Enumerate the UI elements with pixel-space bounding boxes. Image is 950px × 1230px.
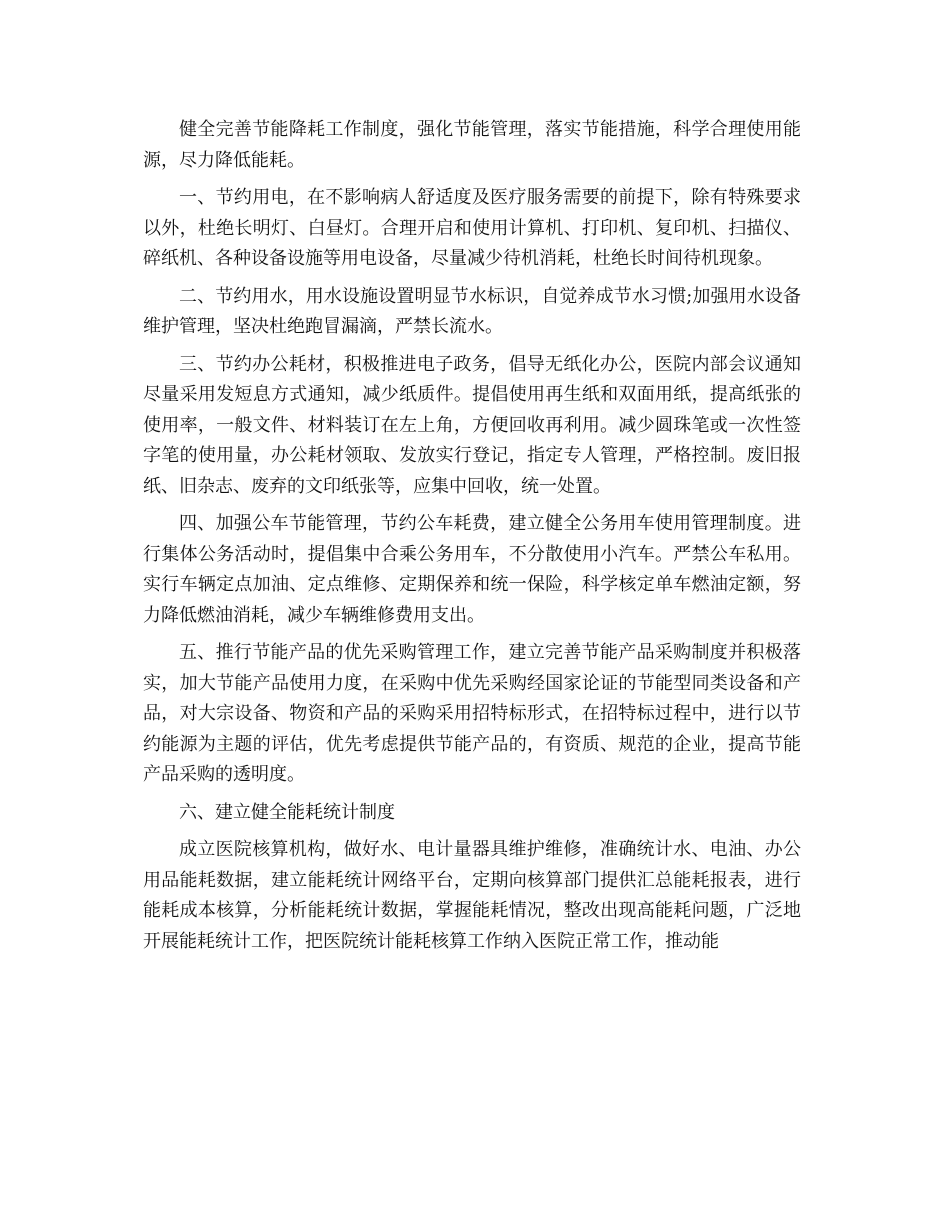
section-2-water: 二、节约用水，用水设施设置明显节水标识，自觉养成节水习惯;加强用水设备维护管理，坚决杜绝跑冒漏滴，严禁长流水。 xyxy=(143,285,801,337)
section-1-electricity: 一、节约用电，在不影响病人舒适度及医疗服务需要的前提下，除有特殊要求以外，杜绝长明灯、白昼灯。合理开启和使用计算机、打印机、复印机、扫描仪、碎纸机、各种设备设施等用电设备，尽量减少待机消耗，杜绝长时间待机现象。 xyxy=(143,187,801,269)
document-body xyxy=(143,115,801,964)
section-4-vehicles: 四、加强公车节能管理，节约公车耗费，建立健全公务用车使用管理制度。进行集体公务活动时，提倡集中合乘公务用车，不分散使用小汽车。严禁公车私用。实行车辆定点加油、定点维修、定期保养和统一保险，科学核定单车燃油定额，努力降低燃油消耗，减少车辆维修费用支出。 xyxy=(143,513,801,626)
section-5-procurement: 五、推行节能产品的优先采购管理工作，建立完善节能产品采购制度并积极落实，加大节能产品使用力度，在采购中优先采购经国家论证的节能型同类设备和产品，对大宗设备、物资和产品的采购采用招特标形式，在招特标过程中，进行以节约能源为主题的评估，优先考虑提供节能产品的，有资质、规范的企业，提高节能产品采购的透明度。 xyxy=(143,642,801,785)
section-6-heading: 六、建立健全能耗统计制度 xyxy=(179,801,395,823)
section-6-body: 成立医院核算机构，做好水、电计量器具维护维修，准确统计水、电油、办公用品能耗数据，建立能耗统计网络平台，定期向核算部门提供汇总能耗报表，进行能耗成本核算，分析能耗统计数据，掌握能耗情况，整改出现高能耗问题，广泛地开展能耗统计工作，把医院统计能耗核算工作纳入医院正常工作，推动能 xyxy=(143,839,801,952)
intro-paragraph: 健全完善节能降耗工作制度，强化节能管理，落实节能措施，科学合理使用能源，尽力降低能耗。 xyxy=(143,119,801,171)
section-3-office-supplies: 三、节约办公耗材，积极推进电子政务，倡导无纸化办公，医院内部会议通知尽量采用发短息方式通知，减少纸质件。提倡使用再生纸和双面用纸，提高纸张的使用率，一般文件、材料装订在左上角，方便回收再利用。减少圆珠笔或一次性签字笔的使用量，办公耗材领取、发放实行登记，指定专人管理，严格控制。废旧报纸、旧杂志、废弃的文印纸张等，应集中回收，统一处置。 xyxy=(143,353,801,497)
